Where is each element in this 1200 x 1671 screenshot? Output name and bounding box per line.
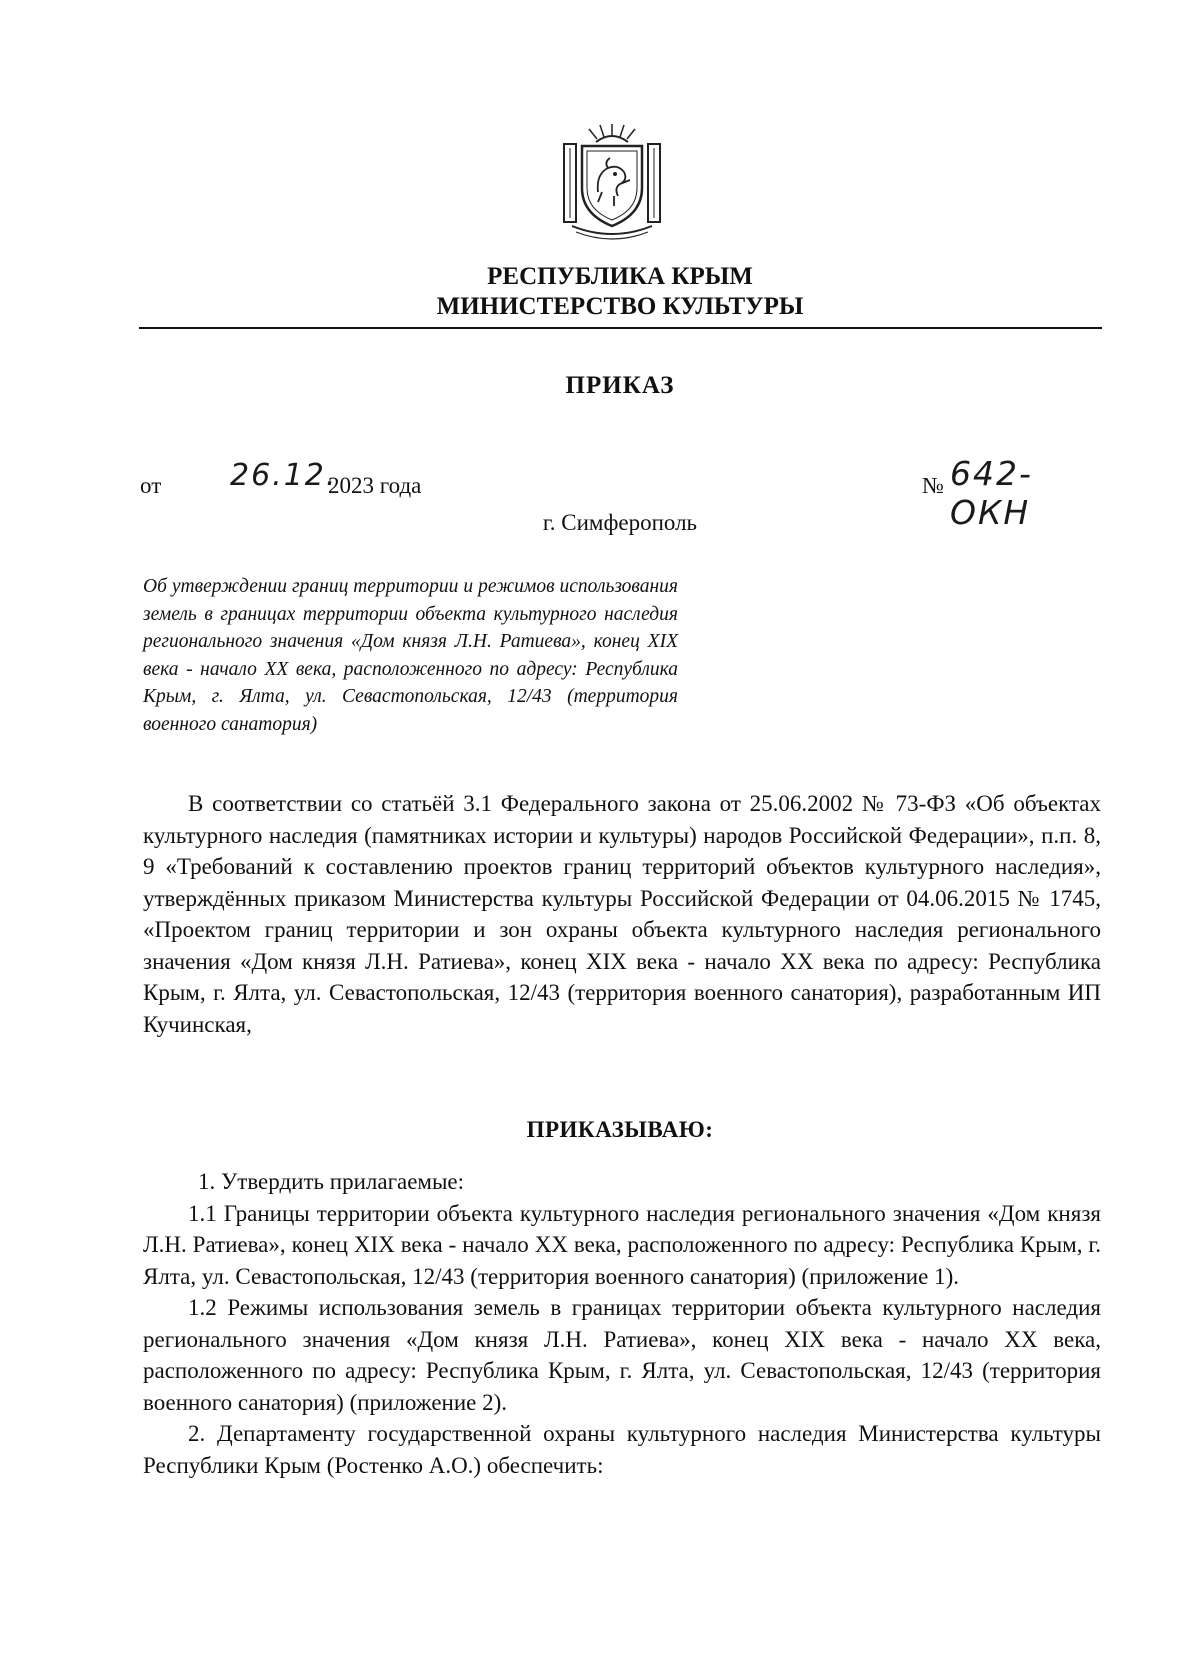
order-heading: ПРИКАЗЫВАЮ: <box>526 1117 714 1142</box>
organization-name <box>140 262 1100 322</box>
order-subject: Об утверждении границ территории и режимов использования земель в границах территории объекта культурного наследия регионального значения «Дом князя Л.Н. Ратиева», конец XIX века - начало XX века, расположенного по адресу: Республика Крым, г. Ялта, ул. Севастопольская, 12/43 (территория военного санатория) <box>143 576 678 735</box>
from-label: от <box>140 473 162 498</box>
city: г. Симферополь <box>542 510 698 535</box>
handwritten-number: 642-ОКН <box>950 454 1033 532</box>
handwritten-date: 26.12. <box>230 458 338 493</box>
org-line-2: МИНИСТЕРСТВО КУЛЬТУРЫ <box>436 293 804 320</box>
order-item: 1.1 Границы территории объекта культурного наследия регионального значения «Дом князя Л.Н. Ратиева», конец XIX века - начало XX века, расположенного по адресу: Республика Крым, г. Ялта, ул. Севастопольская, 12/43 (территория военного санатория) (приложение 1). <box>143 1200 1101 1289</box>
header-divider <box>139 327 1102 329</box>
coat-of-arms-icon <box>558 122 666 240</box>
order-items <box>143 1166 1101 1481</box>
number-sign: № <box>922 473 944 498</box>
org-line-1: РЕСПУБЛИКА КРЫМ <box>487 263 753 290</box>
preamble-paragraph: В соответствии со статьёй 3.1 Федерального закона от 25.06.2002 № 73-ФЗ «Об объектах культурного наследия (памятниках истории и культуры) народов Российской Федерации», п.п. 8, 9 «Требований к составлению проектов границ территорий объектов культурного наследия», утверждённых приказом Министерства культуры Российской Федерации от 04.06.2015 № 1745, «Проектом границ территории и зон охраны объекта культурного наследия регионального значения «Дом князя Л.Н. Ратиева», конец XIX века - начало XX века по адресу: Республика Крым, г. Ялта, ул. Севастопольская, 12/43 (территория военного санатория), разработанным ИП Кучинская, <box>143 791 1101 1037</box>
order-item: 1. Утвердить прилагаемые: <box>198 1169 465 1194</box>
document-type: ПРИКАЗ <box>565 372 675 399</box>
year-text: 2023 года <box>328 473 422 498</box>
order-item: 2. Департаменту государственной охраны культурного наследия Министерства культуры Республики Крым (Ростенко А.О.) обеспечить: <box>143 1421 1101 1478</box>
order-item: 1.2 Режимы использования земель в границах территории объекта культурного наследия регионального значения «Дом князя Л.Н. Ратиева», конец XIX века - начало XX века, расположенного по адресу: Республика Крым, г. Ялта, ул. Севастопольская, 12/43 (территория военного санатория) (приложение 2). <box>143 1295 1101 1415</box>
